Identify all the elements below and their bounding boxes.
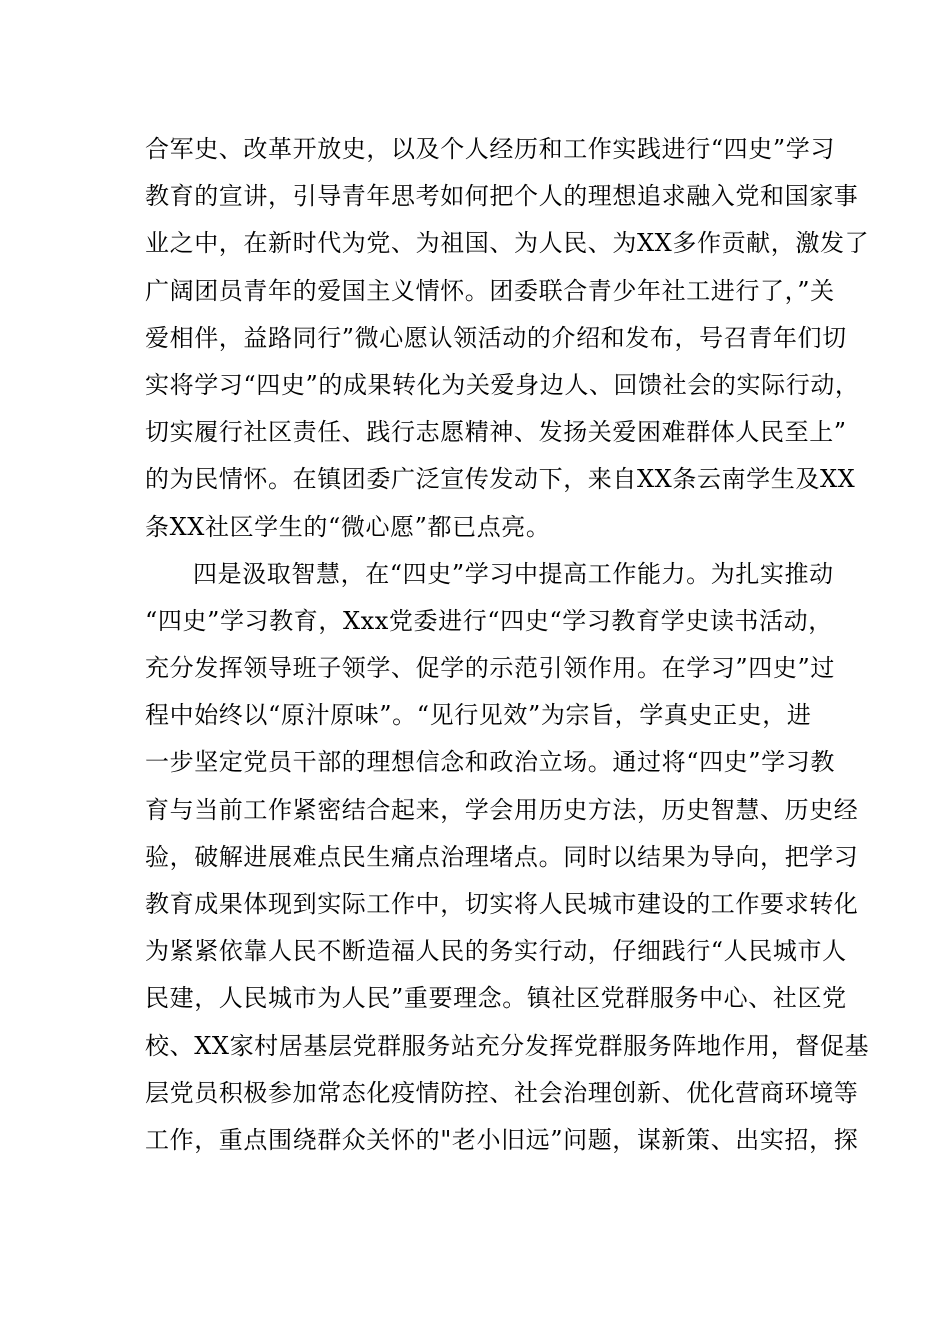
- text-line: 民建，人民城市为人民”重要理念。镇社区党群服务中心、社区党: [145, 984, 847, 1013]
- text-line: “四史”学习教育，Xxx党委进行“四史“学习教育学史读书活动，: [145, 606, 833, 635]
- text-line: 工作，重点围绕群众关怀的"老小旧远”问题，谋新策、出实招，探: [145, 1125, 859, 1154]
- text-line: 爱相伴，益路同行”微心愿认领活动的介绍和发布，号召青年们切: [145, 323, 847, 352]
- text-line: 校、XX家村居基层党群服务站充分发挥党群服务阵地作用，督促基: [145, 1031, 870, 1060]
- text-line: 的为民情怀。在镇团委广泛宣传发动下，来自XX条云南学生及XX: [145, 465, 856, 494]
- text-line: 实将学习“四史”的成果转化为关爱身边人、回馈社会的实际行动，: [145, 370, 860, 399]
- text-line: 一步坚定党员干部的理想信念和政治立场。通过将“四史”学习教: [145, 748, 835, 777]
- text-line: 教育的宣讲，引导青年思考如何把个人的理想追求融入党和国家事: [145, 182, 859, 211]
- text-line: 育与当前工作紧密结合起来，学会用历史方法，历史智慧、历史经: [145, 795, 859, 824]
- text-line: 层党员积极参加常态化疫情防控、社会治理创新、优化营商环境等: [145, 1078, 859, 1107]
- text-line: 条XX社区学生的“微心愿”都已点亮。: [145, 512, 551, 541]
- text-line: 为紧紧依靠人民不断造福人民的务实行动，仔细践行“人民城市人: [145, 937, 847, 966]
- text-line: 充分发挥领导班子领学、促学的示范引领作用。在学习”四史”过: [145, 654, 835, 683]
- text-line: 切实履行社区责任、践行志愿精神、发扬关爱困难群体人民至上”: [145, 418, 847, 447]
- paragraph-start-line: 四是汲取智慧，在“四史”学习中提高工作能力。为扎实推动: [193, 559, 834, 588]
- text-line: 业之中，在新时代为党、为祖国、为人民、为XX多作贡献，激发了: [145, 229, 870, 258]
- text-line: 程中始终以“原汁原味”。“见行见效”为宗旨，学真史正史，进: [145, 701, 812, 730]
- body-text: [145, 126, 870, 1164]
- text-line: 验，破解进展难点民生痛点治理堵点。同时以结果为导向，把学习: [145, 842, 859, 871]
- text-line: 广阔团员青年的爱国主义情怀。团委联合青少年社工进行了，”关: [145, 276, 835, 305]
- text-line: 教育成果体现到实际工作中，切实将人民城市建设的工作要求转化: [145, 890, 859, 918]
- text-line: 合军史、改革开放史，以及个人经历和工作实践进行“四史”学习: [145, 135, 835, 163]
